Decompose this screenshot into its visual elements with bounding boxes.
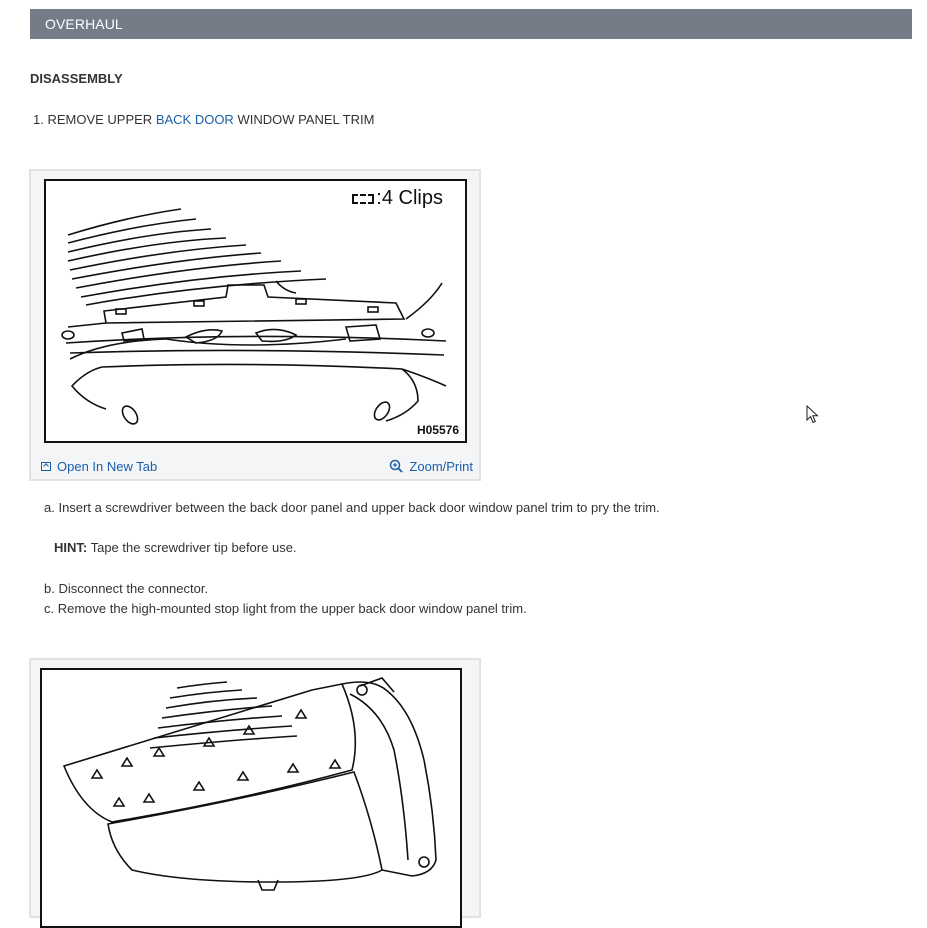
section-header-title: OVERHAUL bbox=[45, 16, 123, 32]
hint-text: Tape the screwdriver tip before use. bbox=[87, 540, 297, 555]
zoom-icon bbox=[389, 459, 403, 473]
hint bbox=[54, 540, 297, 555]
zoom-print-label: Zoom/Print bbox=[409, 458, 473, 474]
open-in-new-tab-label: Open In New Tab bbox=[57, 458, 158, 474]
step-1-prefix: 1. REMOVE UPPER bbox=[33, 112, 156, 127]
open-in-new-tab-button[interactable] bbox=[41, 459, 157, 474]
figure-code: H05576 bbox=[416, 423, 459, 437]
figure-1-toolbar bbox=[31, 453, 479, 479]
clips-legend-label: :4 Clips bbox=[376, 187, 443, 209]
instruction-a: a. Insert a screwdriver between the back door panel and upper back door window panel trim to pry the trim. bbox=[44, 500, 660, 515]
figure-1-illustration[interactable] bbox=[44, 179, 467, 443]
clips-legend bbox=[352, 187, 443, 210]
section-header bbox=[30, 9, 912, 39]
open-new-tab-icon bbox=[41, 462, 51, 471]
back-door-trim-diagram bbox=[46, 181, 467, 443]
figure-1 bbox=[29, 169, 481, 481]
stop-light-diagram bbox=[42, 670, 462, 928]
figure-2-illustration[interactable] bbox=[40, 668, 462, 928]
back-door-link[interactable]: BACK DOOR bbox=[155, 112, 234, 127]
clip-icon bbox=[352, 194, 374, 204]
step-1-suffix: WINDOW PANEL TRIM bbox=[233, 112, 375, 127]
zoom-print-button[interactable] bbox=[389, 459, 473, 474]
hint-label: HINT: bbox=[54, 540, 88, 555]
instruction-c: c. Remove the high-mounted stop light from the upper back door window panel trim. bbox=[44, 601, 527, 616]
step-1 bbox=[33, 112, 374, 127]
figure-2 bbox=[29, 658, 481, 918]
section-title: DISASSEMBLY bbox=[30, 71, 123, 86]
instruction-b: b. Disconnect the connector. bbox=[44, 581, 209, 596]
mouse-cursor-icon bbox=[806, 405, 820, 425]
